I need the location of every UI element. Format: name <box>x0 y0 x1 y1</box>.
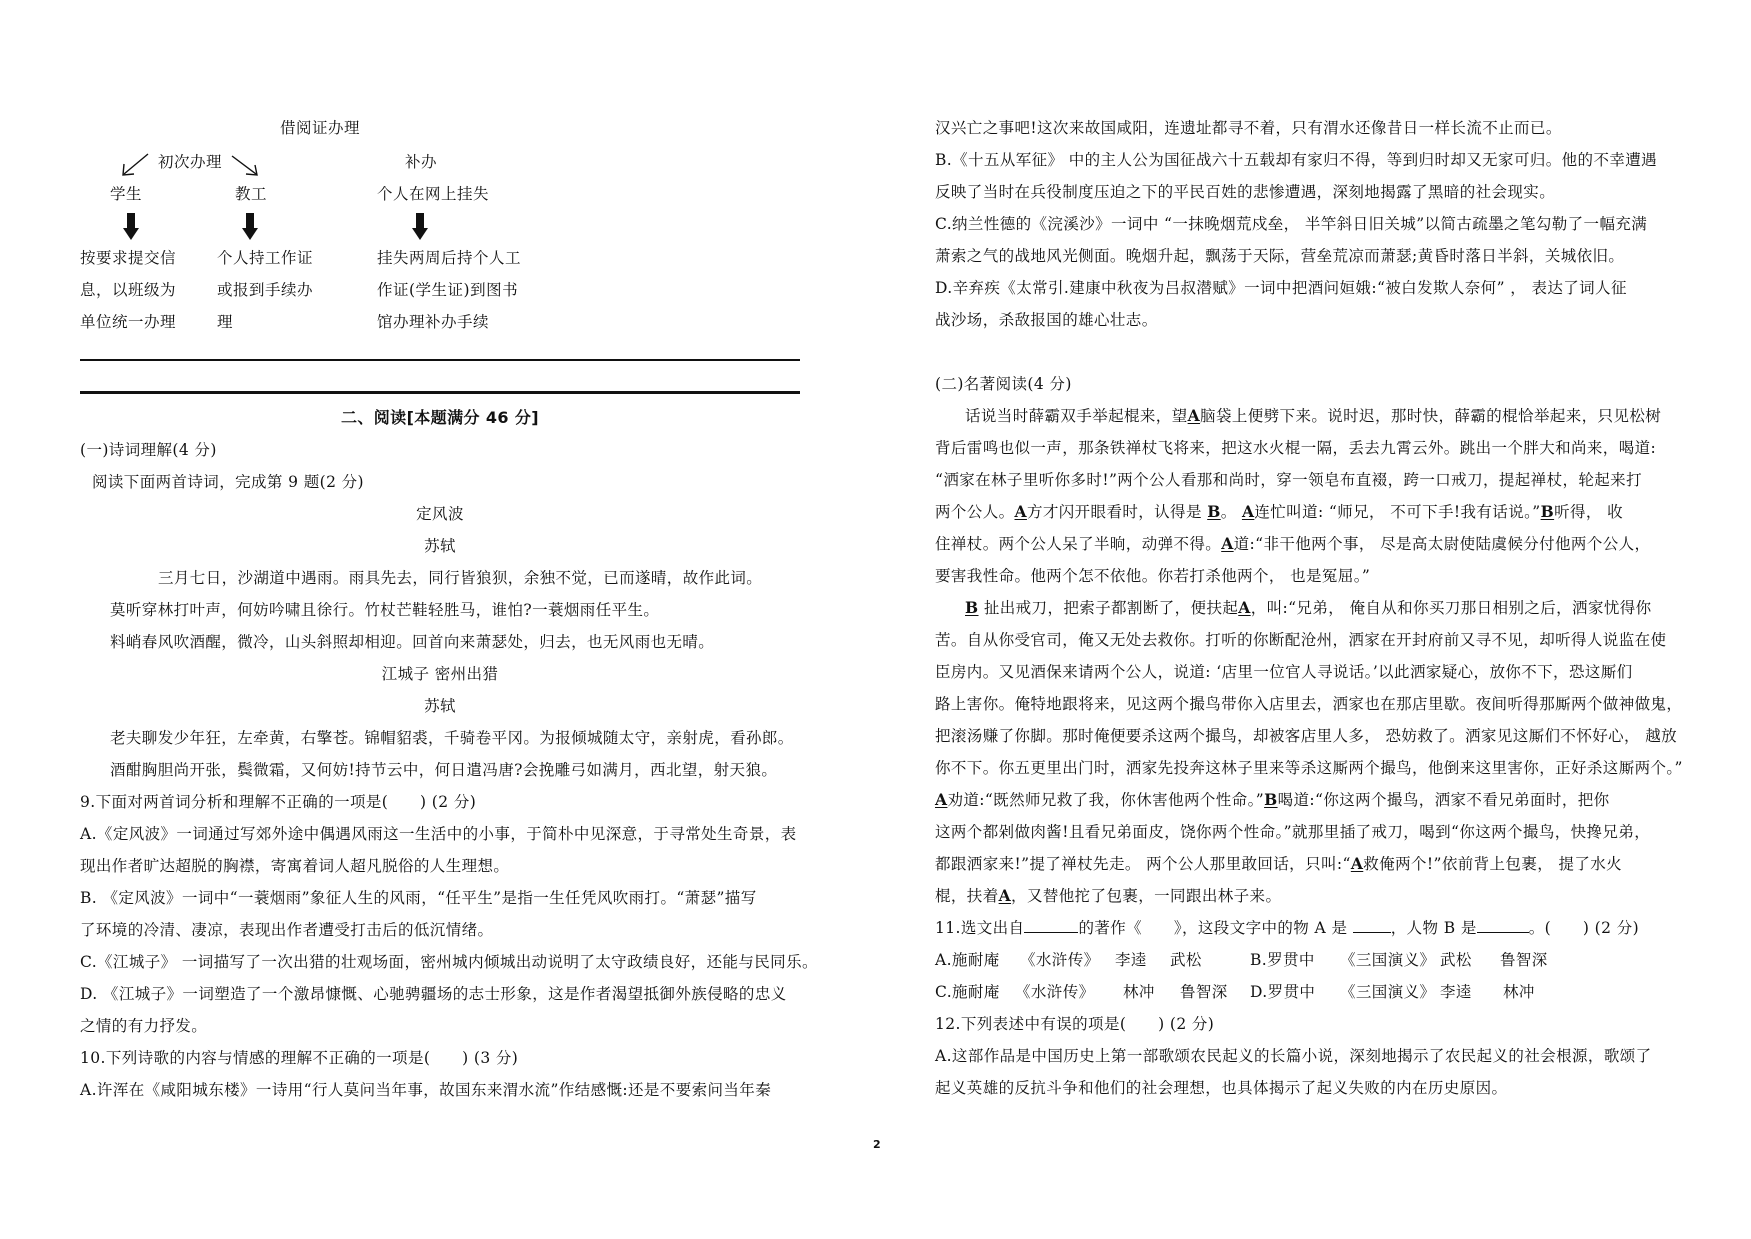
staff-step: 个人持工作证 <box>217 249 314 267</box>
staff-step: 或报到手续办 <box>217 281 314 299</box>
passage-line: B 扯出戒刀，把索子都割断了，便扶起A，叫:“兄弟， 俺自从和你买刀那日相别之后，洒家忧得你 <box>965 598 1652 617</box>
q9-option-d-cont: 之情的有力抒发。 <box>80 1017 208 1035</box>
q10-option-d: D.辛弃疾《太常引.建康中秋夜为吕叔潜赋》一词中把酒问姮娥:“被白发欺人奈何” ， 表达了词人征 <box>935 279 1627 297</box>
section-title: 二、阅读[本题满分 46 分] <box>340 408 540 427</box>
character-a-mark: A <box>1187 406 1201 425</box>
q10-option-a-cont: 汉兴亡之事吧!这次来故国咸阳，连遗址都寻不着，只有渭水还像昔日一样长流不止而已。 <box>935 119 1562 137</box>
lost-step: 挂失两周后持个人工 <box>377 249 522 267</box>
q10-option-d-cont: 战沙场，杀敌报国的雄心壮志。 <box>935 311 1158 329</box>
q10-option-b: B.《十五从军征》 中的主人公为国征战六十五载却有家归不得，等到归时却又无家可归。他的不幸遭遇 <box>935 151 1658 169</box>
q11-option-d-label: D.罗贯中 <box>1250 983 1316 1001</box>
q9-option-d: D. 《江城子》一词塑造了一个激昂慷慨、心驰骋疆场的志士形象，这是作者渴望抵御外族侵略的忠义 <box>80 985 787 1003</box>
flowchart-node-student: 学生 <box>110 185 143 203</box>
arrow-down-left-icon <box>120 152 150 178</box>
poem2-line: 酒酣胸胆尚开张，鬓微霜，又何妨!持节云中，何日遣冯唐?会挽雕弓如满月，西北望，射天狼。 <box>110 761 778 779</box>
student-step: 按要求提交信 <box>80 249 177 267</box>
passage-line: 两个公人。A方才闪开眼看时，认得是 B。 A连忙叫道: “师兄， 不可下手!我有话说。”B听得， 收 <box>935 502 1624 521</box>
q10-option-c-cont: 萧索之气的战地风光侧面。晚烟升起，飘荡于天际，营垒荒凉而萧瑟;黄昏时落日半斜，关城依旧。 <box>935 247 1625 265</box>
question-10-stem: 10.下列诗歌的内容与情感的理解不正确的一项是( ) (3 分) <box>80 1049 519 1067</box>
q11-option-a-label: A.施耐庵 <box>935 951 1000 969</box>
arrow-down-icon <box>242 213 258 241</box>
arrow-down-icon <box>123 213 139 241</box>
passage-line: 这两个都剁做肉酱!且看兄弟面皮，饶你两个性命。”就那里插了戒刀，喝到“你这两个撮鸟，快搀兄弟， <box>935 823 1651 841</box>
q9-option-b: B. 《定风波》一词中“一蓑烟雨”象征人生的风雨，“任平生”是指一生任凭风吹雨打。“萧瑟”描写 <box>80 889 757 907</box>
poem1-line: 料峭春风吹酒醒，微冷，山头斜照却相迎。回首向来萧瑟处，归去，也无风雨也无晴。 <box>110 633 715 651</box>
passage-line: 棍，扶着A，又替他拕了包裹，一同跟出林子来。 <box>935 886 1282 905</box>
q12-option-a-cont: 起义英雄的反抗斗争和他们的社会理想，也具体揭示了起义失败的内在历史原因。 <box>935 1079 1508 1097</box>
flowchart-node-staff: 教工 <box>235 185 268 203</box>
student-step: 息，以班级为 <box>80 281 177 299</box>
poem2-author: 苏轼 <box>424 697 456 715</box>
passage-line: 要害我性命。他两个怎不依他。你若打杀他两个， 也是冤屈。” <box>935 567 1371 585</box>
part-two-heading: (二)名著阅读(4 分) <box>935 375 1072 393</box>
staff-step: 理 <box>217 313 234 331</box>
passage-line: 都跟洒家来!”提了禅杖先走。 两个公人那里敢回话，只叫:“A救俺两个!”依前背上包裹， 提了水火 <box>935 854 1623 873</box>
q9-option-a-cont: 现出作者旷达超脱的胸襟，寄寓着词人超凡脱俗的人生理想。 <box>80 857 510 875</box>
passage-line: 话说当时薛霸双手举起棍来，望A脑袋上便劈下来。说时迟，那时快，薛霸的棍恰举起来，只见松树 <box>965 406 1662 425</box>
passage-line: 背后雷鸣也似一声，那条铁禅杖飞将来，把这水火棍一隔，丢去九霄云外。跳出一个胖大和尚来，喝道: <box>935 439 1657 457</box>
q9-option-b-cont: 了环境的冷清、凄凉，表现出作者遭受打击后的低沉情绪。 <box>80 921 494 939</box>
flowchart-title: 借阅证办理 <box>280 119 361 137</box>
answer-line <box>80 359 800 361</box>
poem2-title: 江城子 密州出猎 <box>381 665 499 683</box>
q12-option-a: A.这部作品是中国历史上第一部歌颂农民起义的长篇小说，深刻地揭示了农民起义的社会根源，歌颂了 <box>935 1047 1652 1065</box>
character-a-blank[interactable] <box>1353 918 1391 933</box>
page-number: 2 <box>873 1138 881 1151</box>
arrow-down-icon <box>412 213 428 241</box>
passage-line: 你不下。你五更里出门时，洒家先投奔这林子里来等杀这厮两个撮鸟，他倒来这里害你，正好杀这厮两个。” <box>935 759 1683 777</box>
q11-option-b-label: B.罗贯中 <box>1250 951 1315 969</box>
q10-option-c: C.纳兰性德的《浣溪沙》一词中 “一抹晚烟荒戍垒， 半竿斜日旧关城”以简古疏墨之笔勾勒了一幅充满 <box>935 215 1648 233</box>
passage-line: “洒家在林子里听你多时!”两个公人看那和尚时，穿一领皂布直裰，跨一口戒刀，提起禅杖，轮起来打 <box>935 471 1642 489</box>
exam-page: 借阅证办理 初次办理 补办 学生 教工 个人在网上挂失 按要求提交信 息，以班级为 单位统一办理 个人持工作证 或报到手续办 理 挂失两周后持个人工 作证(学生证)到图书 馆办理补办手续 二、阅读[本题满分 46 分] (一)诗词理解(4 分) 阅读下面两首诗词，完成第 9 题(2 分) 定风波 苏轼 三月七日，沙湖道中遇雨。雨具先去，同行皆狼狈，余独不觉，已而遂晴，故作此词。 莫听穿林打叶声，何妨吟啸且徐行。竹杖芒鞋轻胜马，谁怕?一蓑烟雨任平生。 料峭春风吹酒醒，微冷，山头斜照却相迎。回首向来萧瑟处，归去，也无风雨也无晴。 江城子 密州出猎 苏轼 老夫聊发少年狂，左牵黄，右擎苍。锦帽貂裘，千骑卷平冈。为报倾城随太守，亲射虎，看孙郎。 酒酣胸胆尚开张，鬓微霜，又何妨!持节云中，何日遣冯唐?会挽雕弓如满月，西北望，射天狼。 9.下面对两首词分析和理解不正确的一项是( ) (2 分) A.《定风波》一词通过写郊外途中偶遇风雨这一生活中的小事，于简朴中见深意，于寻常处生奇景，表 现出作者旷达超脱的胸襟，寄寓着词人超凡脱俗的人生理想。 B. 《定风波》一词中“一蓑烟雨”象征人生的风雨，“任平生”是指一生任凭风吹雨打。“萧瑟”描写 了环境的冷清、凄凉，表现出作者遭受打击后的低沉情绪。 C.《江城子》 一词描写了一次出猎的壮观场面，密州城内倾城出动说明了太守政绩良好，还能与民同乐。 D. 《江城子》一词塑造了一个激昂慷慨、心驰骋疆场的志士形象，这是作者渴望抵御外族侵略的忠义 之情的有力抒发。 10.下列诗歌的内容与情感的理解不正确的一项是( ) (3 分) A.许浑在《咸阳城东楼》一诗用“行人莫问当年事，故国东来渭水流”作结感慨:还是不要索问当年秦 汉兴亡之事吧!这次来故国咸阳，连遗址都寻不着，只有渭水还像昔日一样长流不止而已。 B.《十五从军征》 中的主人公为国征战六十五载却有家归不得，等到归时却又无家可归。他的不幸遭遇 反映了当时在兵役制度压迫之下的平民百姓的悲惨遭遇，深刻地揭露了黑暗的社会现实。 C.纳兰性德的《浣溪沙》一词中 “一抹晚烟荒戍垒， 半竿斜日旧关城”以简古疏墨之笔勾勒了一幅充满 萧索之气的战地风光侧面。晚烟升起，飘荡于天际，营垒荒凉而萧瑟;黄昏时落日半斜，关城依旧。 D.辛弃疾《太常引.建康中秋夜为吕叔潜赋》一词中把酒问姮娥:“被白发欺人奈何” ， 表达了词人征 战沙场，杀敌报国的雄心壮志。 (二)名著阅读(4 分) 话说当时薛霸双手举起棍来，望A脑袋上便劈下来。说时迟，那时快，薛霸的棍恰举起来，只见松树 背后雷鸣也似一声，那条铁禅杖飞将来，把这水火棍一隔，丢去九霄云外。跳出一个胖大和尚来，喝道: “洒家在林子里听你多时!”两个公人看那和尚时，穿一领皂布直裰，跨一口戒刀，提起禅杖，轮起来打 两个公人。A方才闪开眼看时，认得是 B。 A连忙叫道: “师兄， 不可下手!我有话说。”B听得， 收 住禅杖。两个公人呆了半晌，动弹不得。A道:“非干他两个事， 尽是高太尉使陆虞候分付他两个公人， 要害我性命。他两个怎不依他。你若打杀他两个， 也是冤屈。” B 扯出戒刀，把索子都割断了，便扶起A，叫:“兄弟， 俺自从和你买刀那日相别之后，洒家忧得你 苦。自从你受官司，俺又无处去救你。打听的你断配沧州，洒家在开封府前又寻不见，却听得人说监在使 臣房内。又见酒保来请两个公人，说道: ‘店里一位官人寻说话。’以此洒家疑心，放你不下，恐这厮们 路上害你。俺特地跟将来，见这两个撮鸟带你入店里去，洒家也在那店里歇。夜间听得那厮两个做神做鬼， 把滚汤赚了你脚。那时俺便要杀这两个撮鸟，却被客店里人多， 恐妨救了。洒家见这厮们不怀好心， 越放 你不下。你五更里出门时，洒家先投奔这林子里来等杀这厮两个撮鸟，他倒来这里害你，正好杀这厮两个。” A劝道:“既然师兄救了我，你休害他两个性命。”B喝道:“你这两个撮鸟，洒家不看兄弟面时，把你 这两个都剁做肉酱!且看兄弟面皮，饶你两个性命。”就那里插了戒刀，喝到“你这两个撮鸟，快搀兄弟， 都跟洒家来!”提了禅杖先走。 两个公人那里敢回话，只叫:“A救俺两个!”依前背上包裹， 提了水火 棍，扶着A，又替他拕了包裹，一同跟出林子来。 11.选文出自 的著作《 》，这段文字中的物 A 是 ，人物 B 是 。( ) (2 分) A.施耐庵 《水浒传》 李逵 武松 B.罗贯中 《三国演义》 武松 鲁智深 C.施耐庵 《水浒传》 林冲 鲁智深 D.罗贯中 《三国演义》 李逵 林冲 12.下列表述中有误的项是( ) (2 分) A.这部作品是中国历史上第一部歌颂农民起义的长篇小说，深刻地揭示了农民起义的社会根源，歌颂了 起义英雄的反抗斗争和他们的社会理想，也具体揭示了起义失败的内在历史原因。 2 <box>80 119 1683 1151</box>
poem1-author: 苏轼 <box>424 537 456 555</box>
passage-line: 住禅杖。两个公人呆了半晌，动弹不得。A道:“非干他两个事， 尽是高太尉使陆虞候分付他两个公人， <box>935 534 1651 553</box>
part-one-instruction: 阅读下面两首诗词，完成第 9 题(2 分) <box>92 473 364 491</box>
passage-line: 把滚汤赚了你脚。那时俺便要杀这两个撮鸟，却被客店里人多， 恐妨救了。洒家见这厮们不怀好心， 越放 <box>935 727 1678 745</box>
passage-line: A劝道:“既然师兄救了我，你休害他两个性命。”B喝道:“你这两个撮鸟，洒家不看兄弟面时，把你 <box>935 790 1610 809</box>
q10-option-a: A.许浑在《咸阳城东楼》一诗用“行人莫问当年事，故国东来渭水流”作结感慨:还是不要索问当年秦 <box>80 1081 772 1099</box>
passage-line: 路上害你。俺特地跟将来，见这两个撮鸟带你入店里去，洒家也在那店里歇。夜间听得那厮两个做神做鬼， <box>935 695 1683 713</box>
student-step: 单位统一办理 <box>80 313 177 331</box>
poem2-line: 老夫聊发少年狂，左牵黄，右擎苍。锦帽貂裘，千骑卷平冈。为报倾城随太守，亲射虎，看孙郎。 <box>110 729 794 747</box>
q10-option-b-cont: 反映了当时在兵役制度压迫之下的平民百姓的悲惨遭遇，深刻地揭露了黑暗的社会现实。 <box>935 183 1556 201</box>
part-one-heading: (一)诗词理解(4 分) <box>80 441 217 459</box>
section-divider <box>80 391 800 394</box>
flowchart-reissue: 补办 <box>405 153 438 171</box>
flowchart-first-time: 初次办理 <box>158 153 223 171</box>
question-12-stem: 12.下列表述中有误的项是( ) (2 分) <box>935 1015 1215 1033</box>
author-blank[interactable] <box>1024 918 1078 933</box>
poem1-title: 定风波 <box>416 505 464 523</box>
question-9-stem: 9.下面对两首词分析和理解不正确的一项是( ) (2 分) <box>80 793 477 811</box>
question-11-stem: 11.选文出自 的著作《 》，这段文字中的物 A 是 ，人物 B 是 。( ) (2 分) <box>935 919 1640 937</box>
arrow-down-right-icon <box>230 154 260 178</box>
lost-step: 作证(学生证)到图书 <box>377 281 519 299</box>
lost-step: 馆办理补办手续 <box>377 313 490 331</box>
poem1-preface: 三月七日，沙湖道中遇雨。雨具先去，同行皆狼狈，余独不觉，已而遂晴，故作此词。 <box>158 569 763 587</box>
poem1-line: 莫听穿林打叶声，何妨吟啸且徐行。竹杖芒鞋轻胜马，谁怕?一蓑烟雨任平生。 <box>110 601 660 619</box>
passage-line: 苦。自从你受官司，俺又无处去救你。打听的你断配沧州，洒家在开封府前又寻不见，却听得人说监在使 <box>935 631 1667 649</box>
flowchart-node-lost: 个人在网上挂失 <box>377 185 490 203</box>
q9-option-a: A.《定风波》一词通过写郊外途中偶遇风雨这一生活中的小事，于简朴中见深意，于寻常处生奇景，表 <box>80 825 797 843</box>
character-b-blank[interactable] <box>1477 918 1529 933</box>
q9-option-c: C.《江城子》 一词描写了一次出猎的壮观场面，密州城内倾城出动说明了太守政绩良好，还能与民同乐。 <box>80 953 818 971</box>
q11-option-c-label: C.施耐庵 <box>935 983 1000 1001</box>
passage-line: 臣房内。又见酒保来请两个公人，说道: ‘店里一位官人寻说话。’以此洒家疑心，放你不下，恐这厮们 <box>935 663 1633 681</box>
